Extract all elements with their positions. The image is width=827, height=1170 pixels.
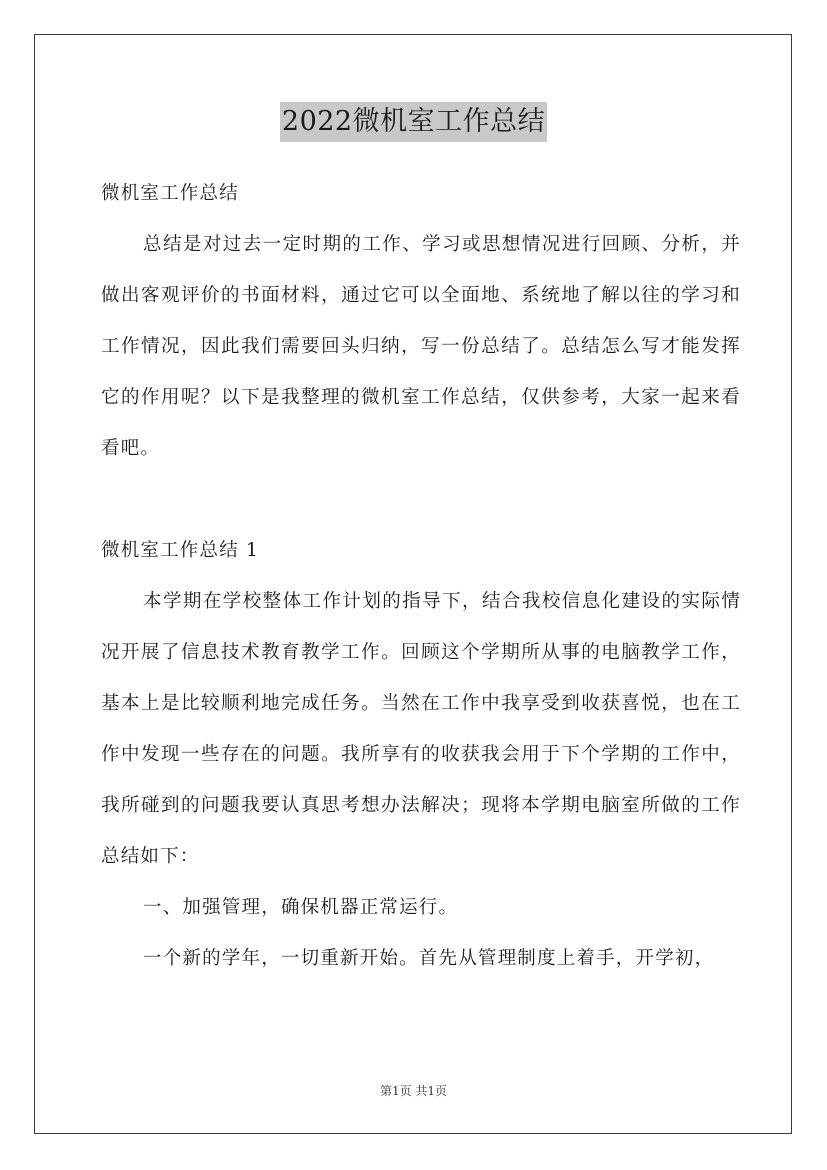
section-heading-1: 微机室工作总结 1 (101, 540, 259, 561)
body-paragraph-1: 本学期在学校整体工作计划的指导下，结合我校信息化建设的实际情况开展了信息技术教育教学工作。回顾这个学期所从事的电脑教学工作，基本上是比较顺利地完成任务。当然在工作中我享受到收获喜悦，也在工作中发现一些存在的问题。我所享有的收获我会用于下个学期的工作中，我所碰到的问题我要认真思考想办法解决；现将本学期电脑室所做的工作总结如下： (101, 591, 741, 867)
intro-heading: 微机室工作总结 (101, 183, 239, 204)
body-paragraph-2: 一个新的学年，一切重新开始。首先从管理制度上着手，开学初， (143, 948, 715, 969)
document-title-container (0, 102, 827, 142)
document-title: 2022微机室工作总结 (280, 102, 547, 142)
page-number: 第1页 共1页 (379, 1084, 448, 1098)
page-footer (0, 1082, 827, 1099)
subsection-heading-1: 一、加强管理，确保机器正常运行。 (143, 897, 459, 918)
paragraph-spacer (101, 474, 741, 525)
intro-paragraph: 总结是对过去一定时期的工作、学习或思想情况进行回顾、分析，并做出客观评价的书面材料，通过它可以全面地、系统地了解以往的学习和工作情况，因此我们需要回头归纳，写一份总结了。总结怎么写才能发挥它的作用呢？以下是我整理的微机室工作总结，仅供参考，大家一起来看看吧。 (101, 234, 741, 459)
document-body (101, 168, 741, 984)
